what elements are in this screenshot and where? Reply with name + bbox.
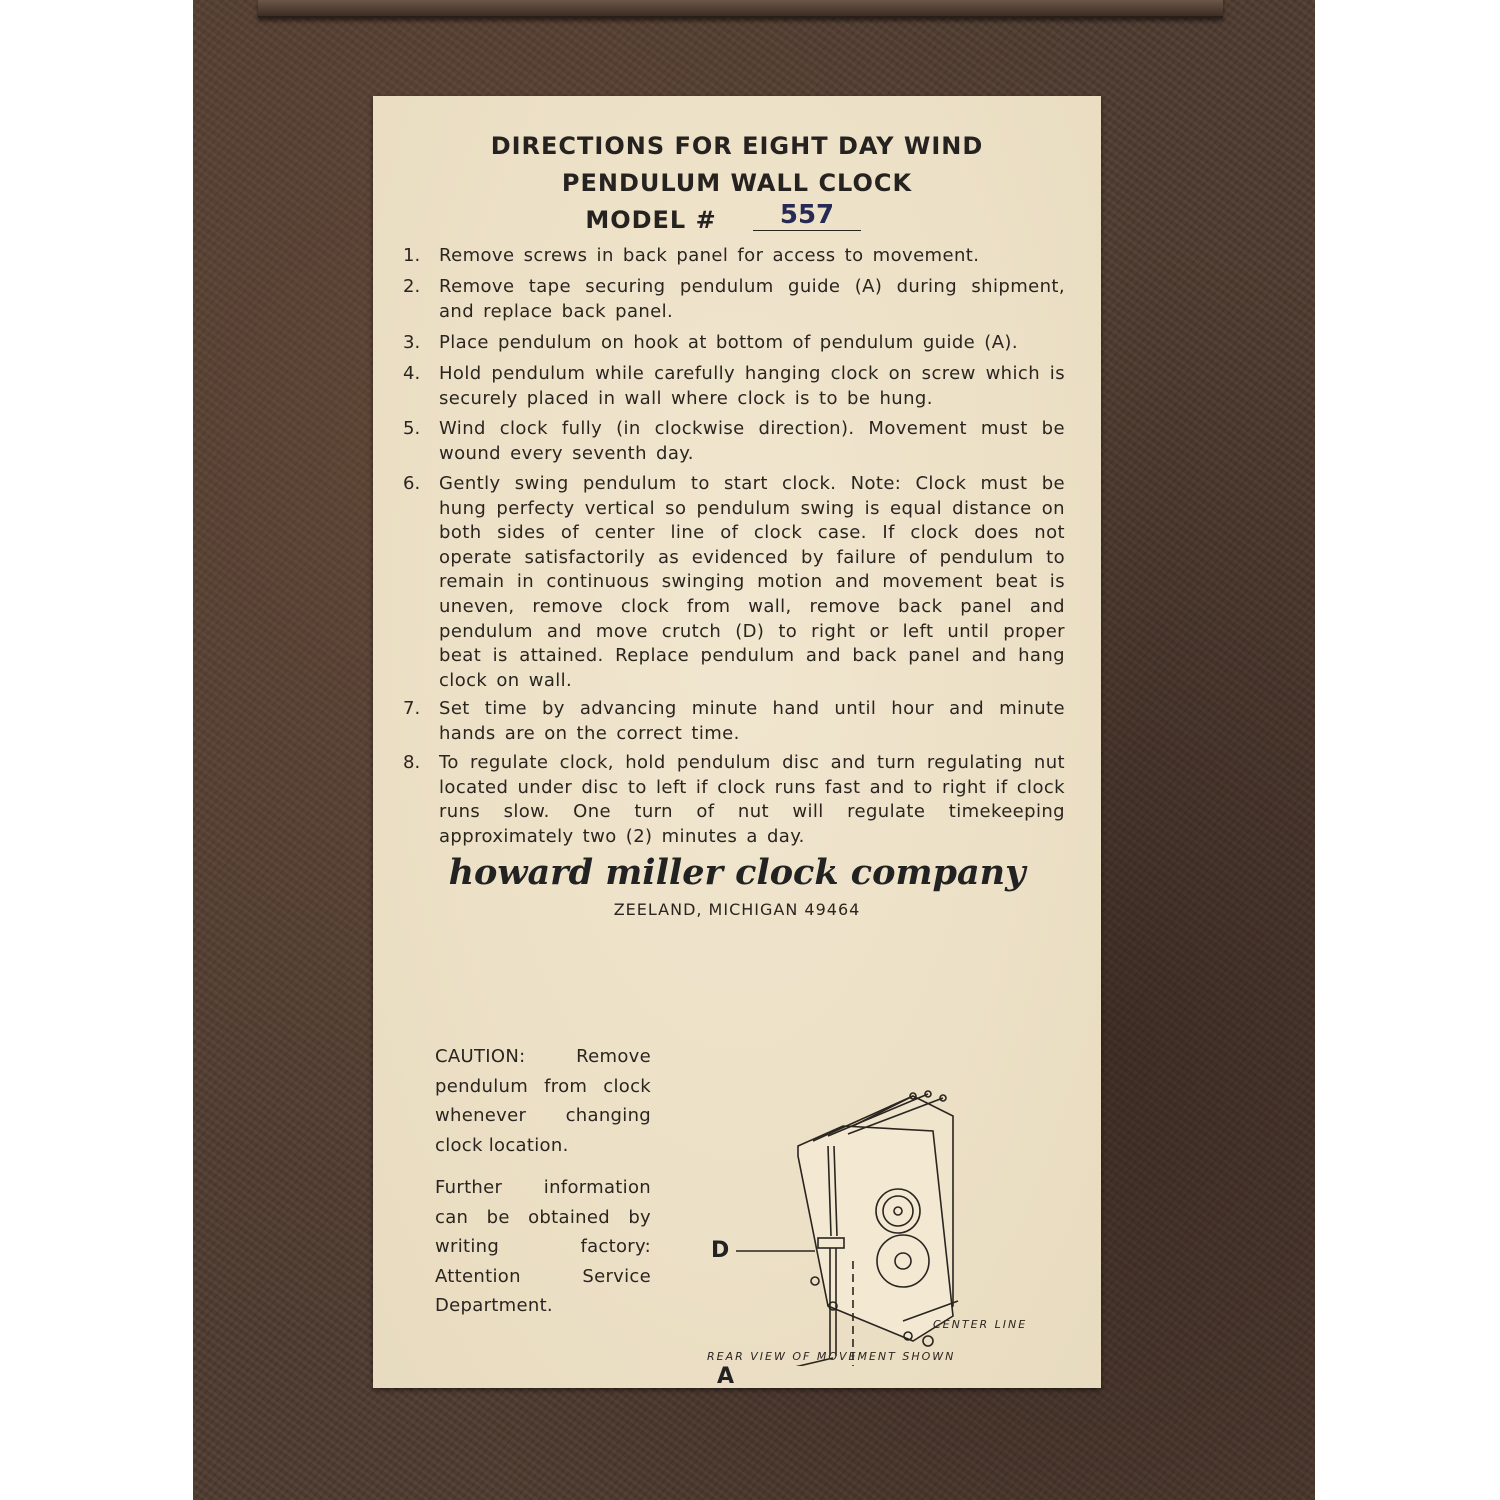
instruction-item	[403, 417, 1065, 466]
label-d: D	[711, 1238, 730, 1263]
instruction-number: 4.	[403, 363, 421, 384]
instruction-number: 3.	[403, 332, 421, 353]
instruction-number: 7.	[403, 698, 421, 719]
caution-note: CAUTION: Remove pendulum from clock whenever changing clock location.	[435, 1046, 651, 1156]
instruction-number: 6.	[403, 473, 421, 494]
label-a: A	[717, 1364, 735, 1389]
instruction-item	[403, 472, 1065, 693]
instruction-text: Wind clock fully (in clockwise direction). Movement must be wound every seventh day.	[439, 418, 1065, 464]
frame-rail	[258, 0, 1223, 18]
instruction-card	[373, 96, 1101, 1388]
movement-diagram	[703, 976, 1063, 1389]
model-label: MODEL #	[585, 206, 717, 234]
instruction-text: Remove tape securing pendulum guide (A) during shipment, and replace back panel.	[439, 276, 1065, 322]
instruction-item	[403, 697, 1065, 746]
instruction-text: Gently swing pendulum to start clock. Note: Clock must be hung perfecty vertical so pendulum swing is equal distance on both sides of center line of clock case. If clock does not operate satisfactorily as evidenced by failure of pendulum to remain in continuous swinging motion and movement beat is uneven, remove clock from wall, remove back panel and pendulum and move crutch (D) to right or left until proper beat is attained. Replace pendulum and back panel and hang clock on wall.	[439, 473, 1065, 691]
instruction-text: Remove screws in back panel for access to movement.	[439, 245, 980, 266]
instruction-text: To regulate clock, hold pendulum disc and turn regulating nut located under disc to left if clock runs fast and to right if clock runs slow. One turn of nut will regulate timekeeping approximately two (2) minutes a day.	[439, 752, 1065, 847]
card-title-line-2: PENDULUM WALL CLOCK	[561, 169, 913, 197]
instruction-number: 2.	[403, 276, 421, 297]
instruction-number: 8.	[403, 752, 421, 773]
card-title-line-1: DIRECTIONS FOR EIGHT DAY WIND	[490, 132, 984, 160]
model-number: 557	[753, 200, 861, 231]
clock-movement-drawing	[703, 976, 1063, 1366]
center-line-label: CENTER LINE	[933, 1318, 1028, 1331]
company-name: howard miller clock company	[448, 852, 1026, 893]
instruction-item	[403, 275, 1065, 324]
further-info-note: Further information can be obtained by writing factory: Attention Service Department.	[435, 1177, 651, 1317]
instruction-number: 5.	[403, 418, 421, 439]
instruction-item	[403, 244, 1065, 269]
instruction-item	[403, 331, 1065, 356]
instruction-text: Place pendulum on hook at bottom of pendulum guide (A).	[439, 332, 1018, 353]
company-address: ZEELAND, MICHIGAN 49464	[613, 900, 861, 919]
diagram-caption: REAR VIEW OF MOVEMENT SHOWN	[707, 1350, 956, 1363]
instruction-text: Set time by advancing minute hand until hour and minute hands are on the correct time.	[439, 698, 1065, 744]
instruction-item	[403, 362, 1065, 411]
instruction-item	[403, 751, 1065, 849]
instruction-number: 1.	[403, 245, 421, 266]
instruction-text: Hold pendulum while carefully hanging clock on screw which is securely placed in wall where clock is to be hung.	[439, 363, 1065, 409]
